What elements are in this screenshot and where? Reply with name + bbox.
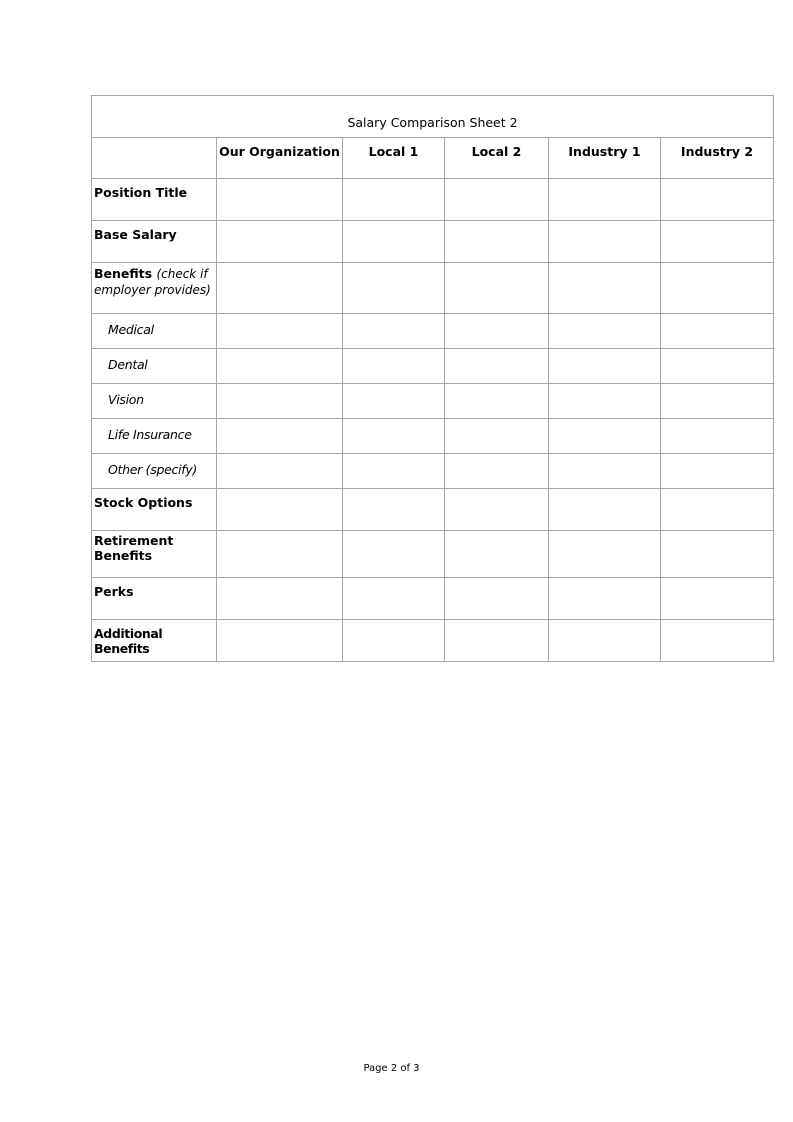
table-cell[interactable] <box>661 221 774 263</box>
table-cell[interactable] <box>549 179 661 221</box>
title-row <box>92 96 774 138</box>
row-label-stock-options: Stock Options <box>92 489 217 531</box>
table-cell[interactable] <box>217 454 343 489</box>
table-cell[interactable] <box>445 349 549 384</box>
table-row <box>92 489 774 531</box>
column-header-local-2: Local 2 <box>445 138 549 179</box>
table-cell[interactable] <box>217 384 343 419</box>
table-cell[interactable] <box>661 384 774 419</box>
table-row <box>92 454 774 489</box>
table-cell[interactable] <box>343 263 445 314</box>
column-header-our-organization: Our Organization <box>217 138 343 179</box>
table-cell[interactable] <box>661 531 774 578</box>
table-row <box>92 578 774 620</box>
table-cell[interactable] <box>549 454 661 489</box>
table-row <box>92 531 774 578</box>
row-label-vision: Vision <box>92 384 217 419</box>
table-cell[interactable] <box>661 454 774 489</box>
row-label-medical: Medical <box>92 314 217 349</box>
table-cell[interactable] <box>217 620 343 662</box>
row-label-life-insurance: Life Insurance <box>92 419 217 454</box>
table-cell[interactable] <box>445 620 549 662</box>
table-cell[interactable] <box>549 221 661 263</box>
table-cell[interactable] <box>343 221 445 263</box>
row-label-position-title: Position Title <box>92 179 217 221</box>
table-cell[interactable] <box>549 531 661 578</box>
table-row <box>92 419 774 454</box>
table-cell[interactable] <box>661 620 774 662</box>
table-cell[interactable] <box>343 419 445 454</box>
table-cell[interactable] <box>343 531 445 578</box>
table-cell[interactable] <box>217 263 343 314</box>
table-row <box>92 349 774 384</box>
page-number: Page 2 of 3 <box>363 1063 420 1074</box>
row-label-benefits <box>92 263 217 314</box>
column-header-industry-1: Industry 1 <box>549 138 661 179</box>
row-label-dental: Dental <box>92 349 217 384</box>
table-cell[interactable] <box>445 578 549 620</box>
table-cell[interactable] <box>549 489 661 531</box>
table-cell[interactable] <box>445 384 549 419</box>
table-cell[interactable] <box>661 419 774 454</box>
table-cell[interactable] <box>217 221 343 263</box>
column-header-local-1: Local 1 <box>343 138 445 179</box>
table-cell[interactable] <box>445 419 549 454</box>
row-label-other: Other (specify) <box>92 454 217 489</box>
table-cell[interactable] <box>343 179 445 221</box>
table-row <box>92 384 774 419</box>
table-cell[interactable] <box>343 349 445 384</box>
table-cell[interactable] <box>445 489 549 531</box>
table-cell[interactable] <box>343 578 445 620</box>
table-row <box>92 179 774 221</box>
row-label-retirement-benefits: Retirement Benefits <box>92 531 217 578</box>
table-cell[interactable] <box>445 454 549 489</box>
table-cell[interactable] <box>445 314 549 349</box>
table-cell[interactable] <box>661 263 774 314</box>
benefits-note: (check if employer provides) <box>94 267 211 297</box>
table-cell[interactable] <box>343 384 445 419</box>
table-cell[interactable] <box>343 620 445 662</box>
table-cell[interactable] <box>445 179 549 221</box>
table-cell[interactable] <box>217 578 343 620</box>
table-cell[interactable] <box>217 419 343 454</box>
table-cell[interactable] <box>217 531 343 578</box>
table-cell[interactable] <box>661 578 774 620</box>
table-cell[interactable] <box>549 578 661 620</box>
table-cell[interactable] <box>343 454 445 489</box>
table-cell[interactable] <box>343 489 445 531</box>
table-cell[interactable] <box>549 620 661 662</box>
table-cell[interactable] <box>661 349 774 384</box>
header-row <box>92 138 774 179</box>
column-header-industry-2: Industry 2 <box>661 138 774 179</box>
row-label-additional-benefits: Additional Benefits <box>92 620 217 662</box>
table-cell[interactable] <box>217 489 343 531</box>
table-cell[interactable] <box>217 179 343 221</box>
table-row <box>92 314 774 349</box>
table-cell[interactable] <box>343 314 445 349</box>
table-cell[interactable] <box>661 314 774 349</box>
table-cell[interactable] <box>549 314 661 349</box>
table-cell[interactable] <box>549 263 661 314</box>
header-empty-cell <box>92 138 217 179</box>
table-cell[interactable] <box>445 263 549 314</box>
table-row <box>92 263 774 314</box>
benefits-label: Benefits <box>94 266 153 281</box>
table-cell[interactable] <box>661 179 774 221</box>
table-cell[interactable] <box>217 349 343 384</box>
table-cell[interactable] <box>445 531 549 578</box>
salary-comparison-table <box>91 95 774 662</box>
table-cell[interactable] <box>661 489 774 531</box>
table-row <box>92 620 774 662</box>
table-cell[interactable] <box>549 419 661 454</box>
table-cell[interactable] <box>549 349 661 384</box>
table-cell[interactable] <box>549 384 661 419</box>
row-label-perks: Perks <box>92 578 217 620</box>
table-cell[interactable] <box>445 221 549 263</box>
row-label-base-salary: Base Salary <box>92 221 217 263</box>
table-cell[interactable] <box>217 314 343 349</box>
table-row <box>92 221 774 263</box>
table-title: Salary Comparison Sheet 2 <box>92 96 774 138</box>
